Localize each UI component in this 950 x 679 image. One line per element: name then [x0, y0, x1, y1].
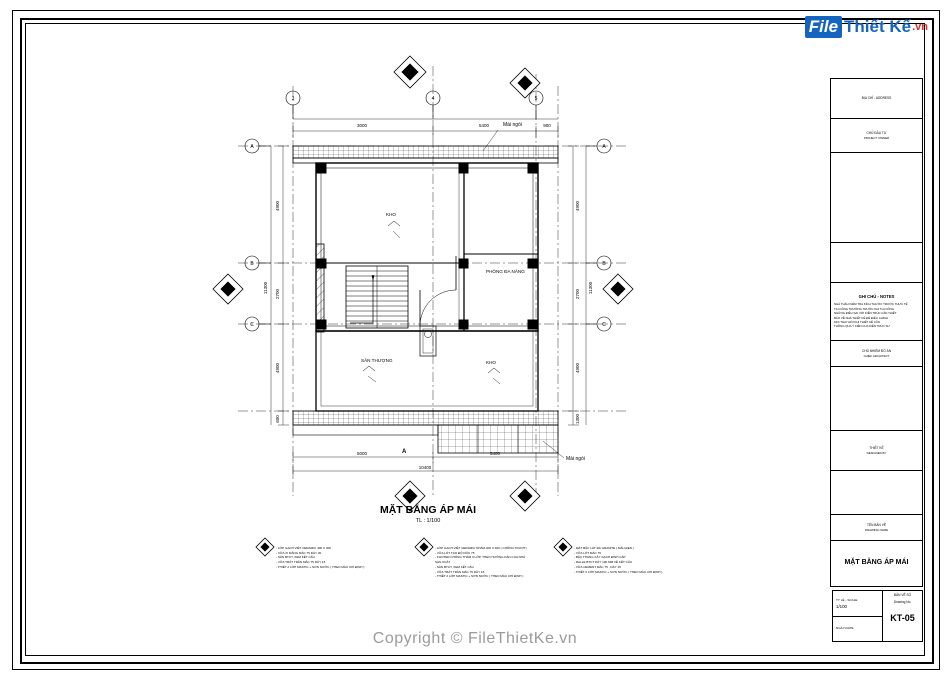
- tb-scale-label: TỶ LỆ - SCALE: [836, 597, 858, 602]
- tb-architect-row: [831, 341, 922, 367]
- svg-text:KHO: KHO: [486, 360, 496, 365]
- svg-text:5400: 5400: [478, 123, 490, 128]
- svg-text:11300: 11300: [263, 281, 268, 295]
- tb-designer-label-vi: THIẾT KẾ: [869, 446, 884, 451]
- tb-scale-value: 1/100: [836, 603, 847, 609]
- svg-text:5: 5: [534, 96, 538, 102]
- tb-drawing-name-label-en: DRAWING NAME: [864, 527, 889, 532]
- note-line: - VỮA CEMENT MÁC 75 , DÀY 15: [574, 564, 621, 569]
- note-line: - FLINTER CHỐNG THẤM 3 LỚP, THEO HƯỚNG DẪN CỦA NHÀ: [435, 555, 526, 560]
- filethietke-logo: [805, 16, 928, 38]
- svg-text:5000: 5000: [356, 451, 368, 456]
- tb-address-label: ĐỊA CHỈ - ADDRESS: [861, 96, 892, 101]
- svg-text:B: B: [250, 261, 254, 267]
- note-column-1: [276, 546, 364, 570]
- svg-text:4900: 4900: [275, 362, 280, 374]
- tb-note-line: NHÀ THẦU KIỂM TRA KÍCH THƯỚC TRƯỚC THỰC TẾ: [834, 302, 908, 307]
- tb-address-row: [831, 79, 922, 119]
- tb-drawing-name-row: [831, 541, 922, 587]
- tb-owner-row: [831, 119, 922, 153]
- svg-text:4900: 4900: [575, 362, 580, 374]
- note-line: - SÀN BTCT, XEM KẾT CẤU: [435, 564, 474, 569]
- svg-text:PHÒNG ĐA NĂNG: PHÒNG ĐA NĂNG: [486, 269, 525, 274]
- note-line: - VỮA TRÁT TRẦN MÁC 75 DÀY 15: [276, 560, 326, 565]
- note-line: - VỮA TRÁT TRẦN MÁC 75 DÀY 15: [435, 569, 485, 574]
- note-line: - MẶT BẬC LÁT ĐÁ GRANITE ( MÀU ĐEN ): [574, 546, 634, 550]
- svg-text:B: B: [602, 261, 606, 267]
- tb-notes-heading: GHI CHÚ - NOTES: [858, 294, 895, 300]
- svg-text:3000: 3000: [356, 123, 368, 128]
- tb-note-line: THÔNG QUA Ý KIẾN CỦA KIẾN TRÚC SƯ: [834, 324, 890, 329]
- drawing-canvas: [28, 26, 818, 651]
- note-line: - LỚP GẠCH VIỆT CERAMIC NHÁM 400 X 400 ( CHỐNG TRƯỢT): [435, 546, 527, 550]
- svg-text:4900: 4900: [275, 200, 280, 212]
- plan-title: MẶT BẰNG ÁP MÁI: [379, 504, 477, 516]
- note-line: SẢN XUẤT: [435, 560, 451, 565]
- svg-text:A: A: [602, 144, 606, 150]
- svg-text:10400: 10400: [418, 465, 432, 470]
- svg-text:A: A: [402, 449, 407, 455]
- svg-text:600: 600: [275, 415, 280, 423]
- note-line: - VỮA LÓT MÁC 75: [574, 550, 601, 555]
- svg-text:Mái ngói: Mái ngói: [503, 122, 522, 128]
- tb-dwg-no: KT-05: [890, 613, 915, 624]
- note-line: - DALLE BTCT DÀY 100 MM VỀ KẾT CẤU: [574, 560, 633, 565]
- svg-text:A: A: [250, 144, 254, 150]
- note-line: - VỮA XI MĂNG MÁC 75 DÀY 20: [276, 550, 322, 555]
- svg-text:Mái ngói: Mái ngói: [566, 456, 585, 462]
- tb-owner-label-vi: CHỦ ĐẦU TƯ: [866, 131, 887, 136]
- tb-note-line: NHỮNG ĐIỀU SAI VỚI KIẾN TRÚC CẦN THIẾT: [834, 311, 897, 316]
- tb-designer-signature-area: [831, 471, 922, 515]
- svg-text:2700: 2700: [275, 288, 280, 300]
- title-block: [830, 78, 923, 587]
- note-line: - THIẾT 2 LỚP MASTIC + SƠN NƯỚC ( THEO MÀU CHỈ ĐỊNH ): [435, 574, 524, 579]
- watermark: Copyright © FileThietKe.vn: [372, 630, 578, 647]
- svg-text:900: 900: [543, 123, 551, 128]
- tb-dwg-no-label-en: Drawing No.: [893, 600, 912, 605]
- tb-drawing-name-label-row: [831, 515, 922, 541]
- tb-scale-cell: [833, 591, 882, 617]
- svg-text:4900: 4900: [575, 200, 580, 212]
- tb-architect-label-vi: CHỦ NHIỆM ĐỒ ÁN: [861, 349, 892, 354]
- svg-text:2700: 2700: [575, 288, 580, 300]
- note-line: - LỚP GẠCH VIỆT CERAMIC 400 X 400: [276, 546, 331, 550]
- note-column-2: [435, 546, 527, 579]
- svg-text:C: C: [602, 322, 606, 328]
- svg-text:5400: 5400: [489, 451, 501, 456]
- tb-designer-row: [831, 431, 922, 471]
- tb-architect-signature-area: [831, 367, 922, 431]
- plan-title-block: [328, 504, 528, 524]
- note-line: - VỮA LÓT TẠO ĐỘ DỐC 75: [435, 550, 475, 555]
- logo-thietke-text: Thiết Kế: [844, 17, 912, 36]
- note-line: - THIẾT 2 LỚP MASTIC + SƠN NƯỚC ( THEO MÀU CHỈ ĐỊNH ): [574, 569, 663, 574]
- tb-note-line: TẠI CÔNG TRƯỜNG TRƯỚC KHI THI CÔNG: [834, 306, 895, 311]
- tb-note-line: MOI THAY ĐỔI KHI THIẾT KẾ CẦN: [834, 319, 880, 324]
- logo-vn-text: .vn: [912, 21, 928, 33]
- svg-text:3: 3: [291, 96, 295, 102]
- note-column-3: [574, 546, 662, 574]
- tb-note-line: BÁO VỀ NHÀ THIẾT KẾ ĐỂ ĐIỀU CHỈNH: [834, 315, 888, 320]
- svg-text:C: C: [250, 322, 254, 328]
- tb-owner-label-en: PROJECT OWNER: [863, 135, 890, 140]
- svg-text:KHO: KHO: [386, 212, 396, 217]
- svg-text:SÂN THƯỢNG: SÂN THƯỢNG: [361, 358, 393, 363]
- tb-drawing-name: MẶT BẰNG ÁP MÁI: [844, 559, 909, 567]
- logo-file-text: File: [805, 16, 842, 38]
- tb-notes-row: [831, 283, 922, 341]
- tb-dwg-no-label-vi: BẢN VẼ SỐ: [893, 593, 912, 597]
- note-line: - THIẾT 2 LỚP MASTIC + SƠN NƯỚC ( THEO MÀU CHỈ ĐỊNH ): [276, 564, 365, 569]
- svg-text:11300: 11300: [588, 281, 593, 295]
- note-line: - SÀN BTCT, XEM KẾT CẤU: [276, 555, 315, 560]
- svg-text:1300: 1300: [575, 413, 580, 425]
- tb-architect-label-en: CHIEF ARCHITECT: [863, 353, 890, 358]
- tb-drawing-name-label-vi: TÊN BẢN VẼ: [867, 523, 886, 528]
- plan-scale: TL : 1/100: [415, 518, 441, 524]
- note-line: - BẬC THANG XÂY GẠCH ĐINH CẤP: [574, 555, 626, 560]
- tb-blank-row: [831, 243, 922, 283]
- tb-date-label: NGÀY-DATE: [836, 625, 854, 630]
- svg-text:4: 4: [431, 96, 435, 102]
- tb-owner-signature-area: [831, 153, 922, 243]
- tb-designer-label-en: DESIGNED BY: [866, 450, 887, 455]
